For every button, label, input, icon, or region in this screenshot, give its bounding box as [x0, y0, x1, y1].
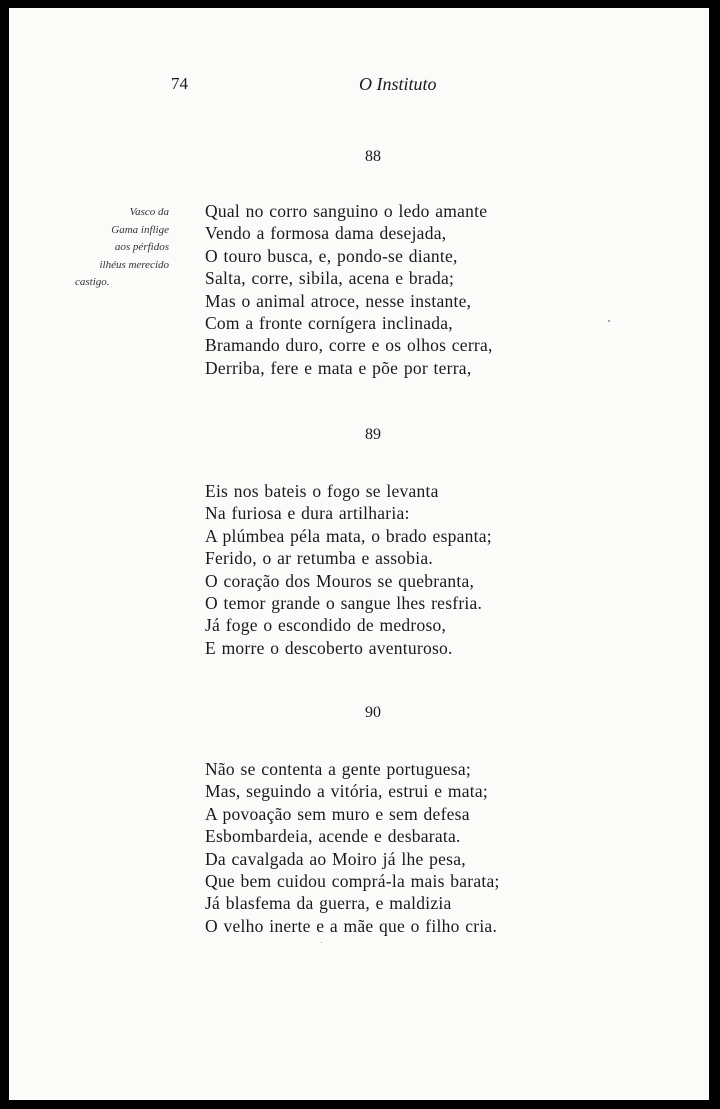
verse-line: Eis nos bateis o fogo se levanta	[205, 481, 439, 501]
scan-speck	[608, 320, 610, 322]
margin-note-line: castigo.	[75, 276, 110, 288]
verse-line: Mas o animal atroce, nesse instante,	[205, 290, 472, 311]
verse-line: Esbombardeia, acende e desbarata.	[205, 826, 461, 847]
verse-line: Bramando duro, corre e os olhos cerra,	[205, 335, 493, 356]
verse-line: O velho inerte e a mãe que o filho cria.	[205, 915, 498, 936]
stanza-number: 89	[365, 426, 381, 443]
margin-note-line: aos pérfidos	[114, 241, 169, 253]
verse-line: Derriba, fere e mata e põe por terra,	[205, 357, 472, 378]
verse-line: Salta, corre, sibila, acena e brada;	[205, 268, 455, 289]
verse-line: O touro busca, e, pondo-se diante,	[205, 245, 458, 266]
verse-line: O temor grande o sangue lhes resfria.	[205, 593, 483, 614]
margin-note-line: Gama inflige	[111, 223, 169, 236]
book-page	[9, 8, 709, 1100]
margin-note-line: Vasco da	[129, 206, 169, 218]
verse-line: Na furiosa e dura artilharia:	[205, 503, 410, 524]
verse-line: Já blasfema da guerra, e maldizia	[205, 893, 452, 914]
running-title: O Instituto	[359, 74, 437, 94]
stanza-number: 88	[365, 148, 381, 165]
verse-line: Vendo a formosa dama desejada,	[205, 223, 447, 244]
margin-note-line: ilhéus merecido	[99, 258, 169, 271]
verse-line: Com a fronte cornígera inclinada,	[205, 313, 453, 334]
verse-line: Mas, seguindo a vitória, estrui e mata;	[205, 781, 489, 802]
verse-line: A plúmbea péla mata, o brado espanta;	[205, 525, 492, 546]
verse-line: A povoação sem muro e sem defesa	[205, 803, 470, 824]
stanza-90	[205, 758, 500, 937]
margin-note	[69, 204, 169, 292]
scan-speck	[321, 942, 322, 943]
verse-line: Não se contenta a gente portuguesa;	[205, 759, 471, 779]
page-number: 74	[171, 74, 188, 93]
verse-line: Já foge o escondido de medroso,	[205, 615, 447, 636]
stanza-number: 90	[365, 704, 381, 721]
verse-line: Da cavalgada ao Moiro já lhe pesa,	[205, 848, 466, 869]
verse-line: O coração dos Mouros se quebranta,	[205, 570, 475, 591]
verse-line: Que bem cuidou comprá-la mais barata;	[205, 871, 500, 892]
stanza-88	[205, 200, 493, 379]
stanza-89	[205, 480, 492, 659]
verse-line: E morre o descoberto aventuroso.	[205, 637, 453, 658]
verse-line: Qual no corro sanguino o ledo amante	[205, 201, 488, 221]
verse-line: Ferido, o ar retumba e assobia.	[205, 548, 434, 569]
